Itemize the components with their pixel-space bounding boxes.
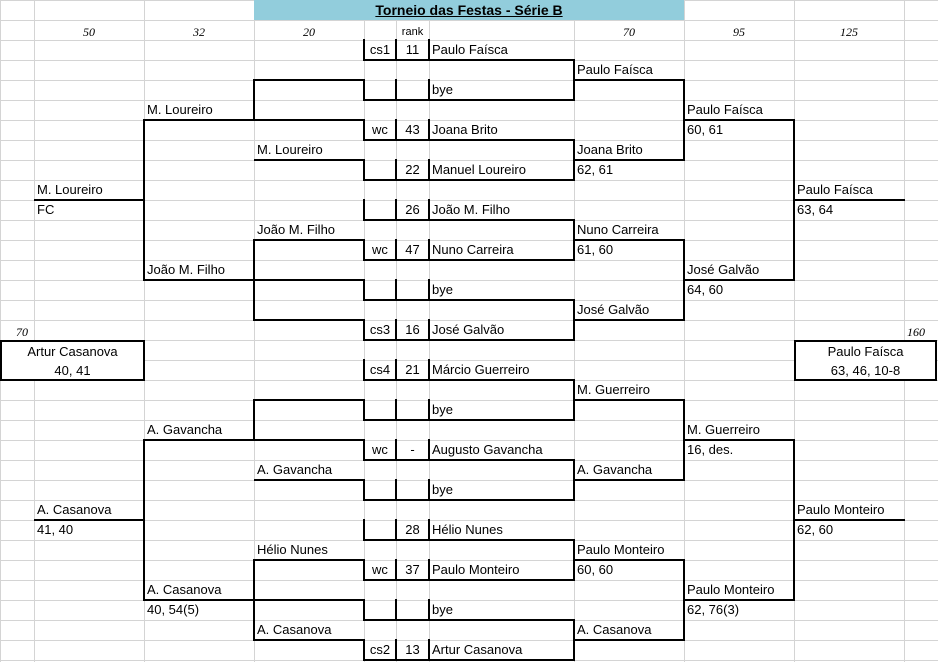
rank-cell[interactable]: - [410,442,415,457]
draw-box-line [395,519,397,541]
bracket-line [144,279,255,281]
draw-box-line [363,399,365,421]
draw-box-line [395,159,397,181]
rank-cell[interactable]: 16 [405,322,420,337]
r3-left-winner[interactable]: A. Gavancha [147,422,223,437]
draw-box-line [363,479,365,501]
page-title: Torneio das Festas - Série B [375,2,563,18]
champion-name: Paulo Faísca [827,344,904,359]
rank-cell[interactable]: 28 [405,522,420,537]
draw-box-line [395,359,397,381]
rank-cell[interactable]: 22 [405,162,420,177]
bracket-line [254,79,365,81]
bracket-line [254,279,365,281]
draw-box-line [428,479,430,501]
draw-box-line [395,439,397,461]
draw-box-line [363,639,365,661]
draw-box-line [363,39,365,61]
runner-up-score: 40, 41 [54,363,91,378]
player-name[interactable]: Paulo Faísca [432,42,508,57]
bracket-line [254,639,365,641]
r2-right-winner[interactable]: Paulo Faísca [577,62,653,77]
player-name[interactable]: Artur Casanova [432,642,523,657]
seed-cell[interactable]: wc [372,242,388,257]
rank-cell[interactable]: 11 [405,42,420,57]
draw-box-line [428,319,430,341]
r3-right-score: 64, 60 [687,282,724,297]
draw-box-line [428,439,430,461]
draw-box-line [363,279,365,301]
r4-right-score: 63, 64 [797,202,834,217]
bracket-line [574,79,685,81]
bracket-line [574,639,685,641]
draw-box-line [428,279,430,301]
draw-box-line [395,599,397,621]
r3-right-score: 62, 76(3) [687,602,740,617]
rank-cell[interactable] [396,480,429,500]
bracket-line [254,119,365,121]
champion-box[interactable] [794,340,937,381]
seed-cell[interactable]: wc [372,562,388,577]
r3-left-winner[interactable]: M. Loureiro [147,102,213,117]
draw-box-line [363,599,365,621]
bracket-line [254,599,365,601]
r2-right-score: 61, 60 [577,242,614,257]
r2-right-winner[interactable]: José Galvão [577,302,650,317]
bracket-line [144,439,255,441]
r2-right-winner[interactable]: Paulo Monteiro [577,542,665,557]
draw-box-line [428,119,430,141]
r2-right-score: 62, 61 [577,162,614,177]
r3-right-score: 60, 61 [687,122,724,137]
seed-cell[interactable]: cs2 [369,642,391,657]
bracket-line [253,399,255,441]
points-champion: 160 [907,325,925,339]
player-name[interactable]: Augusto Gavancha [432,442,543,457]
draw-box-line [395,319,397,341]
player-name[interactable]: Paulo Monteiro [432,562,520,577]
draw-box-line [395,559,397,581]
bracket-line [574,159,685,161]
draw-box-line [363,239,365,261]
bracket-line [144,119,255,121]
bracket-line [144,599,255,601]
runner-up-box[interactable] [0,340,145,381]
draw-box-line [395,399,397,421]
seed-cell[interactable]: cs1 [369,42,391,57]
r2-right-score: 60, 60 [577,562,614,577]
draw-box-line [363,79,365,101]
r2-right-winner[interactable]: A. Casanova [577,622,652,637]
draw-box-line [395,239,397,261]
r2-left-winner[interactable]: João M. Filho [257,222,336,237]
bracket-line [34,519,145,521]
draw-box-line [428,39,430,61]
draw-box-line [363,359,365,381]
r3-right-winner[interactable]: M. Guerreiro [687,422,760,437]
r4-left-winner[interactable]: A. Casanova [37,502,112,517]
bracket-line [254,399,365,401]
player-name[interactable]: Hélio Nunes [432,522,503,537]
bracket-line [794,519,905,521]
rank-cell[interactable] [396,600,429,620]
bracket-line [574,479,685,481]
seed-cell[interactable]: cs3 [369,322,391,337]
rank-cell[interactable] [396,400,429,420]
r3-left-winner[interactable]: João M. Filho [147,262,226,277]
r4-left-winner[interactable]: M. Loureiro [37,182,103,197]
seed-cell[interactable] [364,520,396,540]
r2-left-winner[interactable]: A. Gavancha [257,462,333,477]
seed-cell[interactable]: wc [372,122,388,137]
r3-left-winner[interactable]: A. Casanova [147,582,222,597]
seed-cell[interactable] [364,600,396,620]
r3-right-winner[interactable]: José Galvão [687,262,760,277]
player-name[interactable]: José Galvão [432,322,505,337]
rank-cell[interactable]: 43 [405,122,420,137]
draw-box-line [363,519,365,541]
bracket-line [574,559,685,561]
points-round7: 125 [840,25,858,39]
bracket-line [34,199,145,201]
player-name[interactable]: Márcio Guerreiro [432,362,530,377]
draw-box-line [395,199,397,221]
draw-box-line [428,79,430,101]
points-runner-up: 70 [16,325,28,339]
r2-right-winner[interactable]: M. Guerreiro [577,382,650,397]
champion-score: 63, 46, 10-8 [830,363,901,378]
draw-box-line [363,439,365,461]
r4-right-winner[interactable]: Paulo Faísca [797,182,873,197]
rank-header: rank [401,26,424,38]
rank-cell[interactable]: 21 [405,362,420,377]
seed-cell[interactable] [364,200,396,220]
player-name[interactable]: Manuel Loureiro [432,162,526,177]
draw-box-line [428,159,430,181]
r4-left-score: FC [37,202,55,217]
draw-box-line [363,319,365,341]
r3-right-score: 16, des. [687,442,734,457]
r2-right-winner[interactable]: Nuno Carreira [577,222,659,237]
seed-cell[interactable] [364,160,396,180]
draw-box-line [395,479,397,501]
bracket-line [574,399,685,401]
r2-left-winner[interactable]: Hélio Nunes [257,542,328,557]
draw-box-line [395,279,397,301]
draw-box-line [428,399,430,421]
player-name[interactable]: João M. Filho [432,202,511,217]
player-name[interactable]: Joana Brito [432,122,498,137]
seed-cell[interactable] [364,400,396,420]
draw-box-line [395,639,397,661]
points-round5: 70 [623,25,635,39]
r3-right-winner[interactable]: Paulo Faísca [687,102,763,117]
draw-box-line [428,599,430,621]
seed-cell[interactable] [364,280,396,300]
draw-box-line [395,79,397,101]
draw-box-line [395,119,397,141]
bracket-line [794,199,905,201]
bracket-line [254,559,365,561]
bracket-line [254,239,365,241]
points-round3: 20 [303,25,315,39]
r4-left-score: 41, 40 [37,522,74,537]
r2-right-winner[interactable]: A. Gavancha [577,462,653,477]
draw-box-line [428,199,430,221]
bracket-line [253,79,255,121]
r2-left-winner[interactable]: A. Casanova [257,622,332,637]
draw-box-line [363,199,365,221]
bracket-line [254,439,365,441]
r4-right-winner[interactable]: Paulo Monteiro [797,502,885,517]
draw-box-line [428,639,430,661]
rank-cell[interactable] [396,80,429,100]
player-name[interactable]: bye [432,602,453,617]
bracket-line [574,319,685,321]
bracket-line [684,279,795,281]
seed-cell[interactable] [364,80,396,100]
rank-cell[interactable] [396,280,429,300]
bracket-line [684,119,795,121]
bracket-line [254,319,365,321]
seed-cell[interactable]: wc [372,442,388,457]
player-name[interactable]: Nuno Carreira [432,242,514,257]
draw-box-line [428,559,430,581]
points-round6: 95 [733,25,745,39]
rank-cell[interactable]: 26 [405,202,420,217]
r3-right-winner[interactable]: Paulo Monteiro [687,582,775,597]
player-name[interactable]: bye [432,402,453,417]
bracket-line [684,439,795,441]
draw-box-line [363,559,365,581]
player-name[interactable]: bye [432,82,453,97]
bracket-line [684,599,795,601]
runner-up-name: Artur Casanova [27,344,118,359]
bracket-line [574,239,685,241]
points-round2: 32 [193,25,205,39]
player-name[interactable]: bye [432,482,453,497]
draw-box-line [428,239,430,261]
seed-cell[interactable]: cs4 [369,362,391,377]
draw-box-line [395,39,397,61]
bracket-line [254,159,365,161]
draw-box-line [428,359,430,381]
seed-cell[interactable] [364,480,396,500]
points-round1: 50 [83,25,95,39]
r3-left-score: 40, 54(5) [147,602,200,617]
r2-left-winner[interactable]: M. Loureiro [257,142,323,157]
rank-cell[interactable]: 13 [405,642,420,657]
draw-box-line [363,159,365,181]
rank-cell[interactable]: 37 [405,562,420,577]
draw-box-line [363,119,365,141]
r4-right-score: 62, 60 [797,522,834,537]
draw-box-line [428,519,430,541]
rank-cell[interactable]: 47 [405,242,420,257]
player-name[interactable]: bye [432,282,453,297]
r2-right-winner[interactable]: Joana Brito [577,142,643,157]
bracket-line [254,479,365,481]
